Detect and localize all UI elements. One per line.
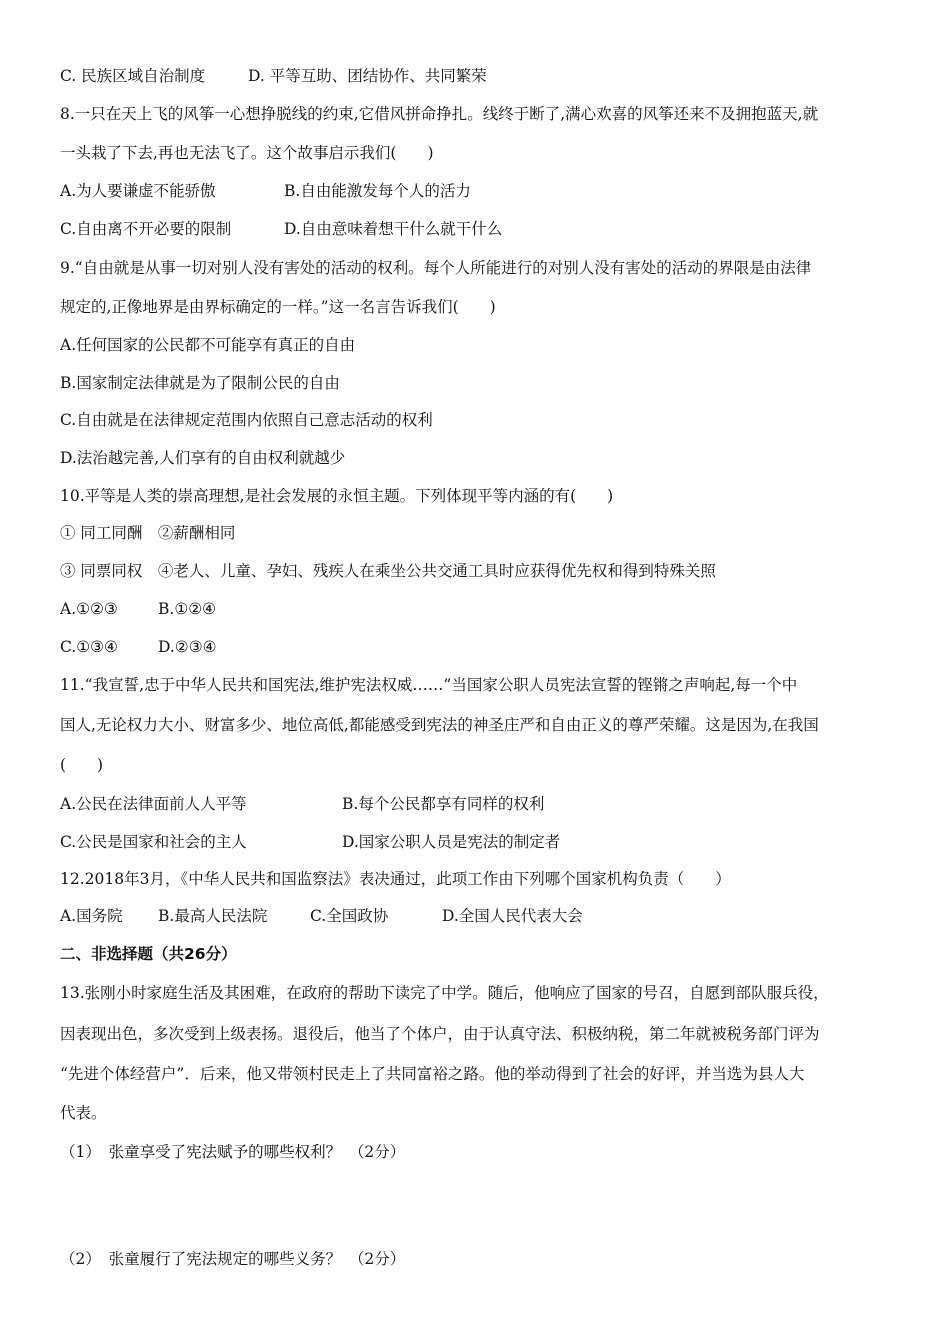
option-b: B.每个公民都享有同样的权利: [342, 795, 545, 813]
option-c: C.全国政协: [310, 907, 389, 925]
q9-stem-line1: 9.“自由就是从事一切对别人没有害处的活动的权利。每个人所能进行的对别人没有害处的活动的界限是由法律: [60, 259, 812, 277]
q13-stem-line1: 13.张刚小时家庭生活及其困难，在政府的帮助下读完了中学。随后，他响应了国家的号召，自愿到部队服兵役，: [60, 984, 829, 1002]
option-c: C.①③④: [60, 638, 118, 656]
q8-stem-line2: 一头栽了下去,再也无法飞了。这个故事启示我们( ): [60, 144, 434, 162]
q8-stem-line1: 8.一只在天上飞的风筝一心想挣脱线的约束,它借风拼命挣扎。线终于断了,满心欢喜的风筝还来不及拥抱蓝天,就: [60, 105, 819, 123]
option-b: B.最高人民法院: [158, 907, 268, 925]
section-heading: 二、非选择题（共26分）: [60, 945, 237, 963]
q10-items-12: ① 同工同酬 ②薪酬相同: [60, 524, 236, 542]
option-c: C. 民族区域自治制度: [60, 67, 206, 85]
q10-stem: 10.平等是人类的崇高理想,是社会发展的永恒主题。下列体现平等内涵的有( ): [60, 487, 614, 505]
option-a: A.国务院: [60, 907, 123, 925]
q11-stem-line1: 11.“我宣誓,忠于中华人民共和国宪法,维护宪法权威……”当国家公职人员宪法宣誓的铿锵之声响起,每一个中: [60, 676, 798, 694]
q9-stem-line2: 规定的,正像地界是由界标确定的一样。”这一名言告诉我们( ): [60, 298, 496, 316]
option-b: B.自由能激发每个人的活力: [284, 182, 471, 200]
option-a: A.为人要谦虚不能骄傲: [60, 182, 216, 200]
q9-option-c: C.自由就是在法律规定范围内依照自己意志活动的权利: [60, 411, 433, 429]
option-c: C.公民是国家和社会的主人: [60, 833, 247, 851]
option-a: A.公民在法律面前人人平等: [60, 795, 247, 813]
option-d: D.自由意味着想干什么就干什么: [284, 220, 503, 238]
q12-stem: 12.2018年3月，《中华人民共和国监察法》表决通过，此项工作由下列哪个国家机构负责（ ）: [60, 870, 731, 888]
q10-items-34: ③ 同票同权 ④老人、儿童、孕妇、残疾人在乘坐公共交通工具时应获得优先权和得到特殊关照: [60, 562, 716, 580]
q9-option-d: D.法治越完善,人们享有的自由权利就越少: [60, 449, 346, 467]
q13-subquestion-1: （1） 张童享受了宪法赋予的哪些权利？ （2分）: [60, 1143, 406, 1161]
option-b: B.①②④: [158, 600, 217, 618]
q11-stem-line2: 国人,无论权力大小、财富多少、地位高低,都能感受到宪法的神圣庄严和自由正义的尊严荣耀。这是因为,在我国: [60, 716, 819, 734]
q9-option-b: B.国家制定法律就是为了限制公民的自由: [60, 374, 340, 392]
q13-stem-line3: “先进个体经营户”．后来，他又带领村民走上了共同富裕之路。他的举动得到了社会的好评，并当选为县人大: [60, 1065, 805, 1083]
option-d: D. 平等互助、团结协作、共同繁荣: [248, 67, 487, 85]
option-d: D.②③④: [158, 638, 217, 656]
option-d: D.全国人民代表大会: [442, 907, 583, 925]
q11-stem-line3: ( ): [60, 756, 104, 774]
option-a: A.①②③: [60, 600, 118, 618]
q13-subquestion-2: （2） 张童履行了宪法规定的哪些义务？ （2分）: [60, 1250, 406, 1268]
q13-stem-line2: 因表现出色，多次受到上级表扬。退役后，他当了个体户，由于认真守法、积极纳税，第二年就被税务部门评为: [60, 1025, 820, 1043]
q13-stem-line4: 代表。: [60, 1104, 107, 1122]
option-d: D.国家公职人员是宪法的制定者: [342, 833, 561, 851]
q9-option-a: A.任何国家的公民都不可能享有真正的自由: [60, 336, 356, 354]
option-c: C.自由离不开必要的限制: [60, 220, 232, 238]
